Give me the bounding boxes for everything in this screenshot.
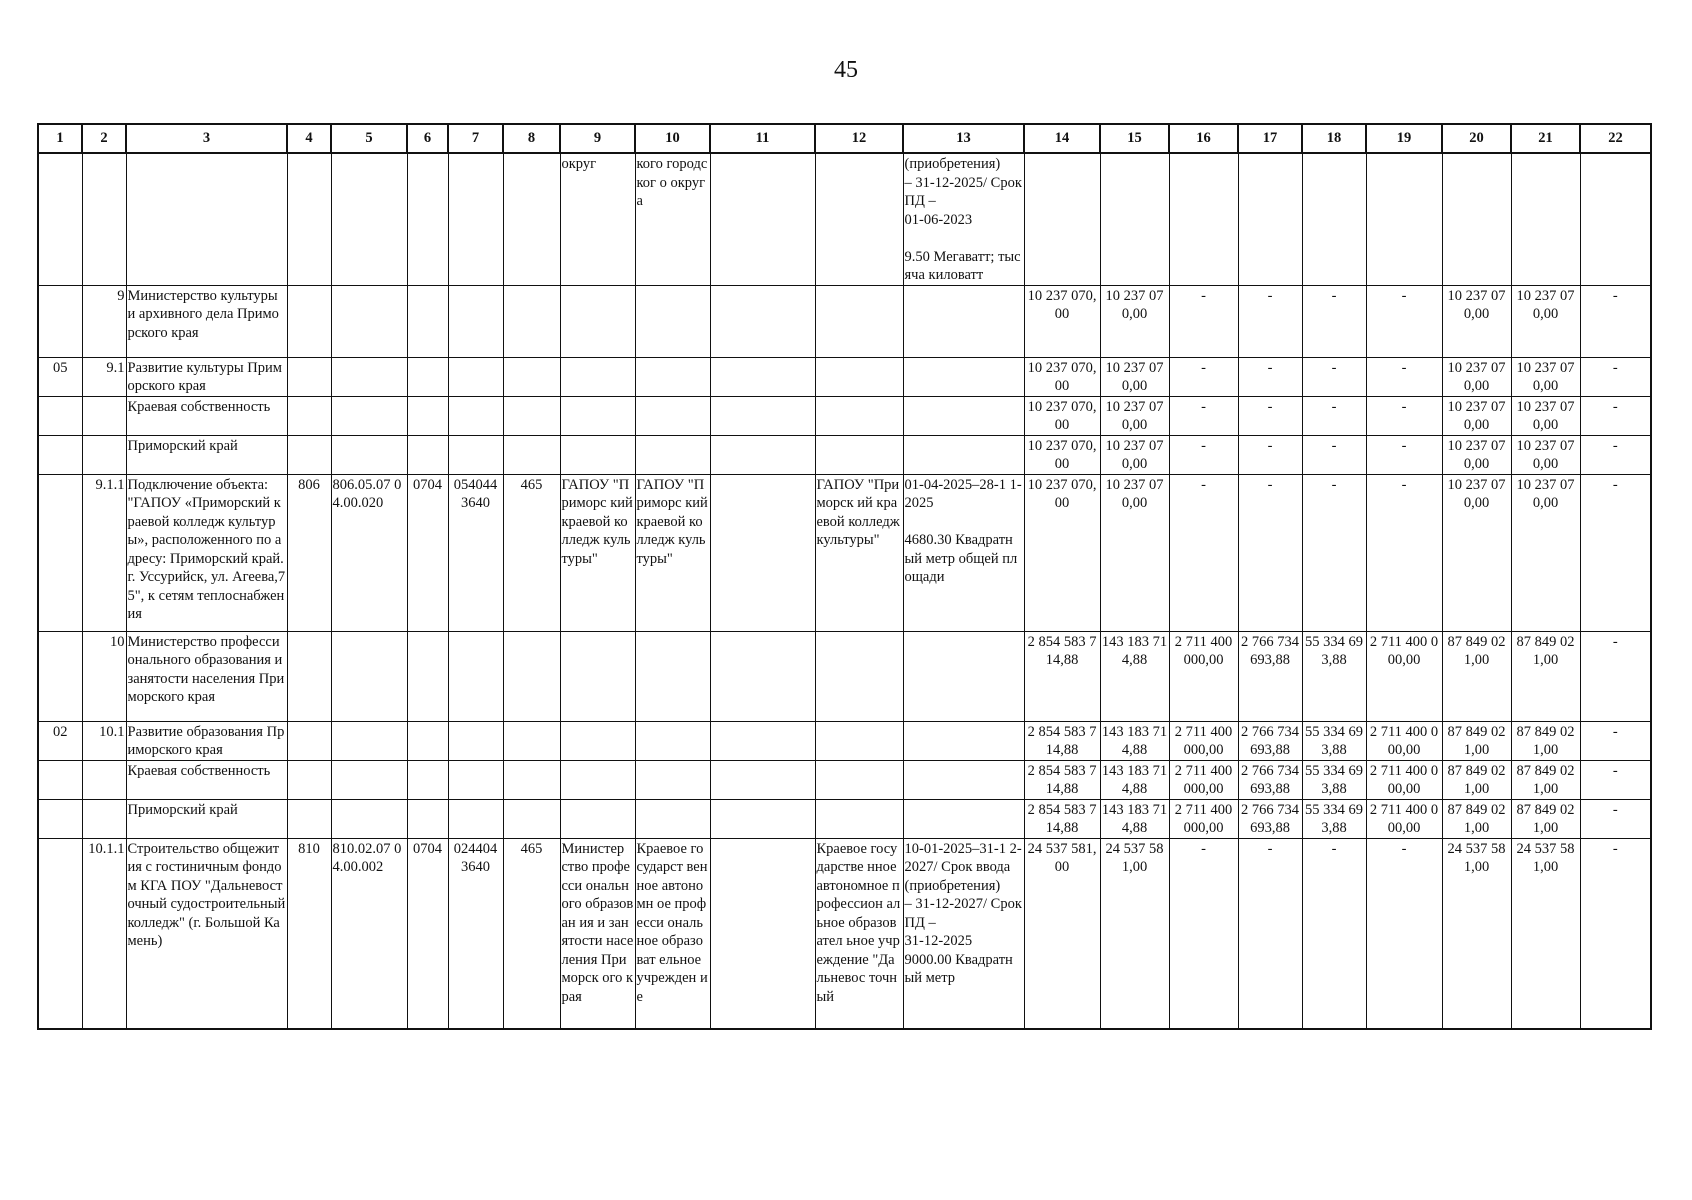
cell-col-16: 2 711 400 000,00 [1169, 721, 1238, 760]
cell-col-2 [82, 760, 126, 799]
table-row [38, 760, 1651, 799]
cell-col-3: Краевая собственность [126, 396, 287, 435]
cell-col-2: 10.1 [82, 721, 126, 760]
cell-col-21: 87 849 021,00 [1511, 760, 1580, 799]
cell-col-19: - [1366, 396, 1442, 435]
cell-col-5 [331, 760, 407, 799]
cell-col-8 [503, 435, 560, 474]
cell-col-14 [1024, 153, 1100, 285]
column-header-15: 15 [1100, 124, 1169, 153]
cell-col-10 [635, 799, 710, 838]
cell-col-1 [38, 396, 82, 435]
cell-col-18: - [1302, 474, 1366, 631]
column-header-4: 4 [287, 124, 331, 153]
cell-col-22: - [1580, 474, 1651, 631]
cell-col-3: Приморский край [126, 435, 287, 474]
cell-col-19 [1366, 153, 1442, 285]
cell-col-12: Краевое государстве нное автономное профессион альное образовател ьное учреждение "Дальневос точный [815, 838, 903, 1029]
cell-col-1 [38, 838, 82, 1029]
cell-col-10 [635, 285, 710, 357]
cell-col-6 [407, 799, 448, 838]
cell-col-11 [710, 760, 815, 799]
cell-col-19: - [1366, 474, 1442, 631]
cell-col-5 [331, 631, 407, 721]
cell-col-4 [287, 435, 331, 474]
cell-col-17: - [1238, 838, 1302, 1029]
cell-col-13: (приобретения) – 31-12-2025/ Срок ПД – 01-06-2023 9.50 Мегаватт; тысяча киловатт [903, 153, 1024, 285]
cell-col-3: Развитие образования Приморского края [126, 721, 287, 760]
page-number: 45 [834, 57, 858, 83]
cell-col-22: - [1580, 435, 1651, 474]
cell-col-6 [407, 396, 448, 435]
cell-col-18: - [1302, 396, 1366, 435]
cell-col-11 [710, 285, 815, 357]
cell-col-5: 810.02.07 04.00.002 [331, 838, 407, 1029]
cell-col-20: 24 537 581,00 [1442, 838, 1511, 1029]
cell-col-7 [448, 799, 503, 838]
cell-col-12 [815, 357, 903, 396]
table-row [38, 721, 1651, 760]
cell-col-17 [1238, 153, 1302, 285]
column-header-19: 19 [1366, 124, 1442, 153]
cell-col-19: 2 711 400 000,00 [1366, 760, 1442, 799]
cell-col-2: 9 [82, 285, 126, 357]
column-header-10: 10 [635, 124, 710, 153]
cell-col-17: - [1238, 285, 1302, 357]
cell-col-13: 10-01-2025–31-1 2-2027/ Срок ввода (приобретения) – 31-12-2027/ Срок ПД – 31-12-2025 9000.00 Квадратный метр [903, 838, 1024, 1029]
cell-col-5 [331, 435, 407, 474]
cell-col-4: 806 [287, 474, 331, 631]
cell-col-18: - [1302, 285, 1366, 357]
cell-col-16: - [1169, 435, 1238, 474]
cell-col-12 [815, 760, 903, 799]
cell-col-19: 2 711 400 000,00 [1366, 631, 1442, 721]
cell-col-18 [1302, 153, 1366, 285]
cell-col-21: 10 237 070,00 [1511, 396, 1580, 435]
cell-col-6 [407, 357, 448, 396]
cell-col-8 [503, 721, 560, 760]
cell-col-20: 10 237 070,00 [1442, 396, 1511, 435]
cell-col-5: 806.05.07 04.00.020 [331, 474, 407, 631]
cell-col-20: 10 237 070,00 [1442, 435, 1511, 474]
cell-col-12 [815, 153, 903, 285]
header-row [38, 124, 1651, 153]
cell-col-17: 2 766 734 693,88 [1238, 721, 1302, 760]
cell-col-7: 024404 3640 [448, 838, 503, 1029]
cell-col-13 [903, 799, 1024, 838]
cell-col-10 [635, 357, 710, 396]
cell-col-20: 10 237 070,00 [1442, 357, 1511, 396]
cell-col-10 [635, 721, 710, 760]
cell-col-9 [560, 396, 635, 435]
cell-col-3: Подключение объекта: "ГАПОУ «Приморский краевой колледж культуры», расположенного по адресу: Приморский край. г. Уссурийск, ул. Агеева,75", к сетям теплоснабжения [126, 474, 287, 631]
cell-col-14: 10 237 070,00 [1024, 474, 1100, 631]
cell-col-17: - [1238, 357, 1302, 396]
column-header-17: 17 [1238, 124, 1302, 153]
cell-col-9: Министер ство професси онального образован ия и занятости населения Приморск ого края [560, 838, 635, 1029]
cell-col-6 [407, 631, 448, 721]
cell-col-6 [407, 721, 448, 760]
cell-col-14: 10 237 070,00 [1024, 396, 1100, 435]
cell-col-13 [903, 285, 1024, 357]
cell-col-11 [710, 799, 815, 838]
cell-col-21: 87 849 021,00 [1511, 799, 1580, 838]
cell-col-16 [1169, 153, 1238, 285]
cell-col-11 [710, 153, 815, 285]
cell-col-17: - [1238, 474, 1302, 631]
cell-col-13 [903, 396, 1024, 435]
cell-col-1 [38, 799, 82, 838]
cell-col-7 [448, 396, 503, 435]
cell-col-11 [710, 631, 815, 721]
cell-col-9 [560, 721, 635, 760]
cell-col-20 [1442, 153, 1511, 285]
cell-col-17: 2 766 734 693,88 [1238, 799, 1302, 838]
cell-col-3: Министерство культуры и архивного дела Приморского края [126, 285, 287, 357]
table-row [38, 838, 1651, 1029]
cell-col-1 [38, 631, 82, 721]
cell-col-7 [448, 153, 503, 285]
cell-col-20: 87 849 021,00 [1442, 721, 1511, 760]
cell-col-14: 2 854 583 714,88 [1024, 631, 1100, 721]
cell-col-14: 10 237 070,00 [1024, 435, 1100, 474]
cell-col-6: 0704 [407, 474, 448, 631]
cell-col-10: кого городског о округа [635, 153, 710, 285]
cell-col-2 [82, 153, 126, 285]
table-header [38, 124, 1651, 153]
cell-col-1: 02 [38, 721, 82, 760]
cell-col-16: - [1169, 396, 1238, 435]
cell-col-4 [287, 396, 331, 435]
cell-col-8: 465 [503, 838, 560, 1029]
cell-col-15: 10 237 070,00 [1100, 357, 1169, 396]
cell-col-9 [560, 799, 635, 838]
cell-col-12 [815, 435, 903, 474]
cell-col-20: 10 237 070,00 [1442, 285, 1511, 357]
cell-col-15 [1100, 153, 1169, 285]
cell-col-5 [331, 153, 407, 285]
cell-col-8 [503, 799, 560, 838]
column-header-18: 18 [1302, 124, 1366, 153]
cell-col-21: 24 537 581,00 [1511, 838, 1580, 1029]
cell-col-13 [903, 435, 1024, 474]
column-header-6: 6 [407, 124, 448, 153]
cell-col-16: - [1169, 285, 1238, 357]
cell-col-12 [815, 285, 903, 357]
cell-col-8: 465 [503, 474, 560, 631]
cell-col-22: - [1580, 631, 1651, 721]
cell-col-11 [710, 396, 815, 435]
cell-col-13: 01-04-2025–28-1 1-2025 4680.30 Квадратный метр общей площади [903, 474, 1024, 631]
cell-col-13 [903, 721, 1024, 760]
cell-col-11 [710, 838, 815, 1029]
cell-col-16: - [1169, 474, 1238, 631]
cell-col-2: 10 [82, 631, 126, 721]
cell-col-1 [38, 435, 82, 474]
cell-col-7 [448, 631, 503, 721]
cell-col-10 [635, 396, 710, 435]
cell-col-3: Министерство профессионального образования и занятости населения Приморского края [126, 631, 287, 721]
cell-col-5 [331, 799, 407, 838]
cell-col-1 [38, 760, 82, 799]
column-header-11: 11 [710, 124, 815, 153]
cell-col-8 [503, 357, 560, 396]
cell-col-14: 10 237 070,00 [1024, 285, 1100, 357]
cell-col-8 [503, 285, 560, 357]
cell-col-4 [287, 760, 331, 799]
cell-col-4 [287, 153, 331, 285]
cell-col-12 [815, 799, 903, 838]
cell-col-19: - [1366, 838, 1442, 1029]
cell-col-9 [560, 435, 635, 474]
cell-col-22 [1580, 153, 1651, 285]
cell-col-22: - [1580, 760, 1651, 799]
cell-col-2 [82, 435, 126, 474]
cell-col-18: 55 334 693,88 [1302, 799, 1366, 838]
cell-col-12: ГАПОУ "Приморск ий краевой колледж культуры" [815, 474, 903, 631]
cell-col-19: - [1366, 285, 1442, 357]
cell-col-6 [407, 760, 448, 799]
column-header-12: 12 [815, 124, 903, 153]
cell-col-15: 24 537 581,00 [1100, 838, 1169, 1029]
cell-col-12 [815, 721, 903, 760]
cell-col-18: 55 334 693,88 [1302, 760, 1366, 799]
cell-col-22: - [1580, 838, 1651, 1029]
cell-col-15: 143 183 714,88 [1100, 721, 1169, 760]
cell-col-3: Развитие культуры Приморского края [126, 357, 287, 396]
cell-col-21 [1511, 153, 1580, 285]
cell-col-16: 2 711 400 000,00 [1169, 799, 1238, 838]
cell-col-6 [407, 435, 448, 474]
cell-col-19: - [1366, 357, 1442, 396]
cell-col-15: 143 183 714,88 [1100, 760, 1169, 799]
cell-col-17: 2 766 734 693,88 [1238, 631, 1302, 721]
cell-col-14: 10 237 070,00 [1024, 357, 1100, 396]
cell-col-5 [331, 285, 407, 357]
cell-col-5 [331, 721, 407, 760]
cell-col-3 [126, 153, 287, 285]
table-row [38, 396, 1651, 435]
cell-col-19: 2 711 400 000,00 [1366, 721, 1442, 760]
cell-col-1 [38, 153, 82, 285]
cell-col-9 [560, 357, 635, 396]
cell-col-19: 2 711 400 000,00 [1366, 799, 1442, 838]
cell-col-11 [710, 357, 815, 396]
cell-col-10: ГАПОУ "Приморс кий краевой колледж культуры" [635, 474, 710, 631]
cell-col-10: Краевое государст венное автономн ое професси ональное образоват ельное учрежден ие [635, 838, 710, 1029]
cell-col-16: 2 711 400 000,00 [1169, 631, 1238, 721]
cell-col-12 [815, 631, 903, 721]
cell-col-1 [38, 285, 82, 357]
table-row [38, 631, 1651, 721]
cell-col-8 [503, 396, 560, 435]
cell-col-19: - [1366, 435, 1442, 474]
table-row [38, 285, 1651, 357]
cell-col-4 [287, 285, 331, 357]
cell-col-1: 05 [38, 357, 82, 396]
cell-col-18: - [1302, 357, 1366, 396]
cell-col-15: 10 237 070,00 [1100, 435, 1169, 474]
cell-col-9 [560, 631, 635, 721]
cell-col-15: 10 237 070,00 [1100, 285, 1169, 357]
table-row [38, 153, 1651, 285]
cell-col-14: 2 854 583 714,88 [1024, 721, 1100, 760]
column-header-13: 13 [903, 124, 1024, 153]
table-row [38, 474, 1651, 631]
table-row [38, 435, 1651, 474]
cell-col-4 [287, 721, 331, 760]
cell-col-16: - [1169, 838, 1238, 1029]
cell-col-20: 87 849 021,00 [1442, 799, 1511, 838]
column-header-9: 9 [560, 124, 635, 153]
column-header-2: 2 [82, 124, 126, 153]
cell-col-15: 10 237 070,00 [1100, 396, 1169, 435]
cell-col-15: 143 183 714,88 [1100, 799, 1169, 838]
cell-col-21: 87 849 021,00 [1511, 721, 1580, 760]
cell-col-22: - [1580, 357, 1651, 396]
table-body [38, 153, 1651, 1029]
cell-col-18: - [1302, 435, 1366, 474]
cell-col-18: 55 334 693,88 [1302, 721, 1366, 760]
cell-col-17: - [1238, 435, 1302, 474]
cell-col-7 [448, 285, 503, 357]
cell-col-4 [287, 799, 331, 838]
cell-col-6: 0704 [407, 838, 448, 1029]
column-header-1: 1 [38, 124, 82, 153]
cell-col-22: - [1580, 721, 1651, 760]
cell-col-17: 2 766 734 693,88 [1238, 760, 1302, 799]
cell-col-13 [903, 631, 1024, 721]
cell-col-3: Строительство общежития с гостиничным фондом КГА ПОУ "Дальневосточный судостроительный колледж" (г. Большой Камень) [126, 838, 287, 1029]
cell-col-8 [503, 760, 560, 799]
cell-col-20: 10 237 070,00 [1442, 474, 1511, 631]
budget-table [37, 123, 1652, 1030]
cell-col-4: 810 [287, 838, 331, 1029]
cell-col-18: 55 334 693,88 [1302, 631, 1366, 721]
cell-col-3: Приморский край [126, 799, 287, 838]
cell-col-7 [448, 721, 503, 760]
cell-col-9: ГАПОУ "Приморс кий краевой колледж культуры" [560, 474, 635, 631]
cell-col-21: 87 849 021,00 [1511, 631, 1580, 721]
cell-col-21: 10 237 070,00 [1511, 357, 1580, 396]
cell-col-7 [448, 435, 503, 474]
column-header-20: 20 [1442, 124, 1511, 153]
cell-col-10 [635, 760, 710, 799]
cell-col-2 [82, 396, 126, 435]
cell-col-18: - [1302, 838, 1366, 1029]
cell-col-14: 2 854 583 714,88 [1024, 799, 1100, 838]
column-header-14: 14 [1024, 124, 1100, 153]
column-header-22: 22 [1580, 124, 1651, 153]
cell-col-8 [503, 631, 560, 721]
cell-col-21: 10 237 070,00 [1511, 285, 1580, 357]
cell-col-22: - [1580, 285, 1651, 357]
cell-col-4 [287, 631, 331, 721]
cell-col-11 [710, 721, 815, 760]
column-header-8: 8 [503, 124, 560, 153]
cell-col-1 [38, 474, 82, 631]
cell-col-9: округ [560, 153, 635, 285]
cell-col-4 [287, 357, 331, 396]
cell-col-8 [503, 153, 560, 285]
cell-col-2: 9.1 [82, 357, 126, 396]
column-header-7: 7 [448, 124, 503, 153]
column-header-16: 16 [1169, 124, 1238, 153]
cell-col-21: 10 237 070,00 [1511, 474, 1580, 631]
cell-col-7 [448, 760, 503, 799]
cell-col-7: 054044 3640 [448, 474, 503, 631]
cell-col-11 [710, 474, 815, 631]
cell-col-2 [82, 799, 126, 838]
cell-col-10 [635, 435, 710, 474]
cell-col-11 [710, 435, 815, 474]
cell-col-13 [903, 357, 1024, 396]
cell-col-5 [331, 396, 407, 435]
cell-col-2: 9.1.1 [82, 474, 126, 631]
cell-col-6 [407, 153, 448, 285]
cell-col-16: - [1169, 357, 1238, 396]
cell-col-20: 87 849 021,00 [1442, 631, 1511, 721]
cell-col-3: Краевая собственность [126, 760, 287, 799]
column-header-5: 5 [331, 124, 407, 153]
cell-col-15: 10 237 070,00 [1100, 474, 1169, 631]
table-row [38, 799, 1651, 838]
column-header-21: 21 [1511, 124, 1580, 153]
cell-col-22: - [1580, 396, 1651, 435]
cell-col-20: 87 849 021,00 [1442, 760, 1511, 799]
cell-col-22: - [1580, 799, 1651, 838]
cell-col-6 [407, 285, 448, 357]
cell-col-15: 143 183 714,88 [1100, 631, 1169, 721]
cell-col-14: 24 537 581,00 [1024, 838, 1100, 1029]
cell-col-16: 2 711 400 000,00 [1169, 760, 1238, 799]
cell-col-5 [331, 357, 407, 396]
column-header-3: 3 [126, 124, 287, 153]
cell-col-13 [903, 760, 1024, 799]
cell-col-9 [560, 760, 635, 799]
cell-col-7 [448, 357, 503, 396]
cell-col-9 [560, 285, 635, 357]
cell-col-21: 10 237 070,00 [1511, 435, 1580, 474]
cell-col-2: 10.1.1 [82, 838, 126, 1029]
cell-col-17: - [1238, 396, 1302, 435]
cell-col-12 [815, 396, 903, 435]
cell-col-14: 2 854 583 714,88 [1024, 760, 1100, 799]
table-row [38, 357, 1651, 396]
cell-col-10 [635, 631, 710, 721]
